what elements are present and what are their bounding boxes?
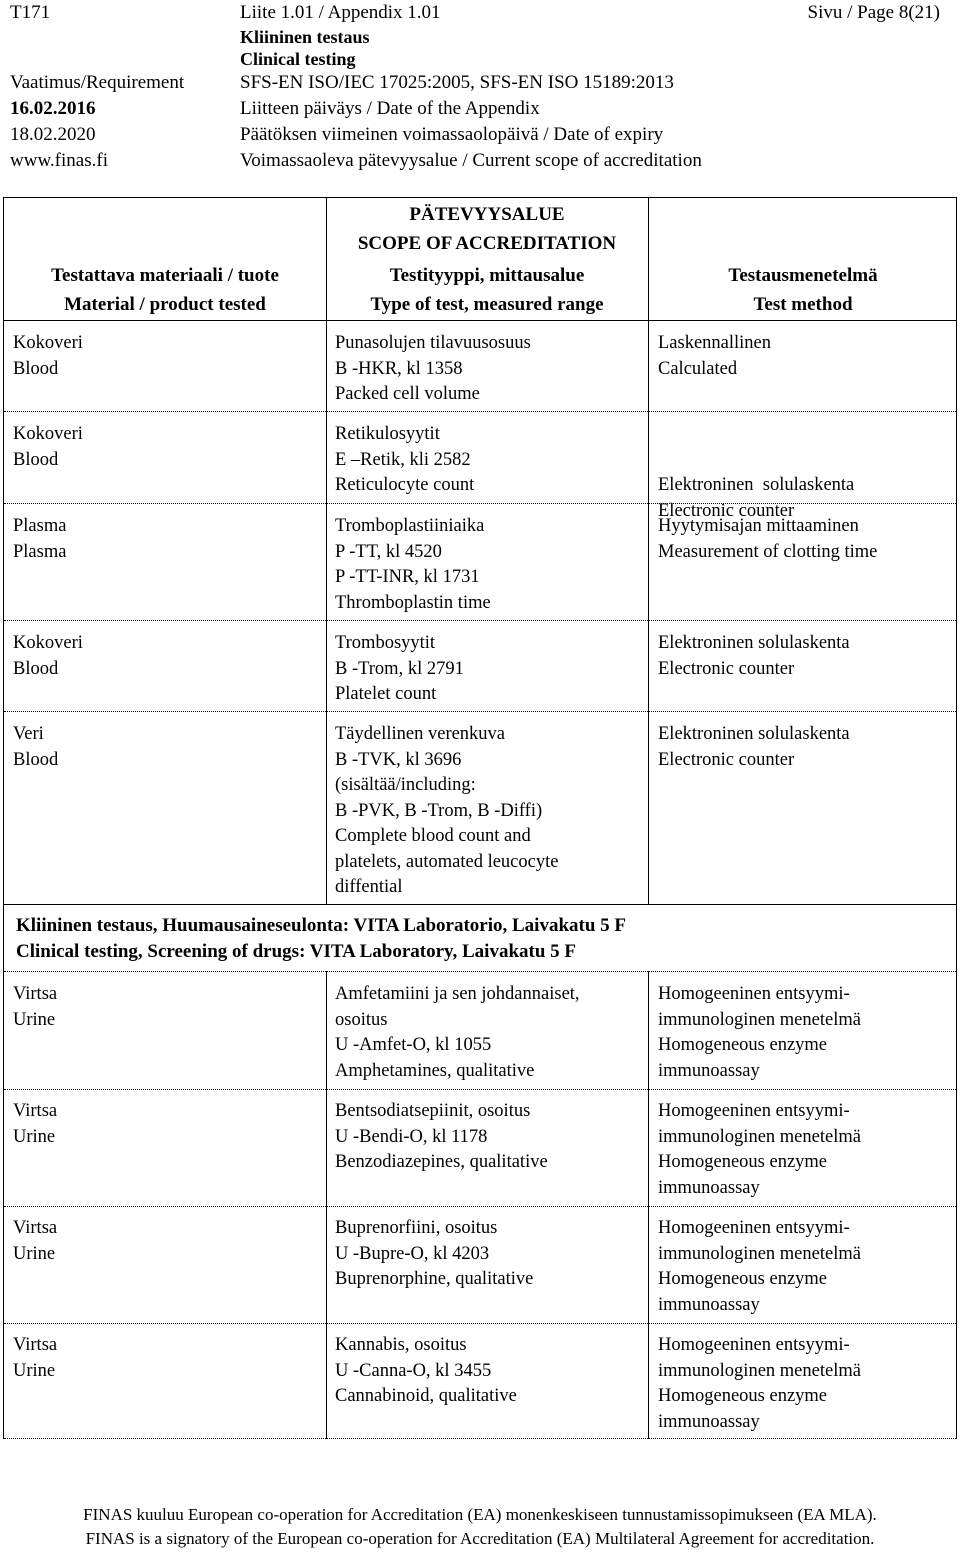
table-row-test: Retikulosyytit E –Retik, kli 2582 Reticulocyte count: [335, 424, 475, 495]
row-divider: [4, 503, 956, 504]
table-row-method: Homogeeninen entsyymi- immunologinen menetelmä Homogeneous enzyme immunoassay: [658, 1101, 861, 1198]
document-code: T171: [10, 2, 51, 23]
table-row-material: Virtsa Urine: [13, 1335, 58, 1381]
table-row-method: Elektroninen solulaskenta Electronic counter: [658, 633, 850, 679]
row-divider: [4, 971, 956, 972]
row-divider: [4, 1206, 956, 1207]
table-row-method: Elektroninen solulaskenta Electronic counter: [658, 724, 850, 770]
table-row-method: Laskennallinen Calculated: [658, 333, 772, 379]
table-row-material: Plasma Plasma: [13, 516, 67, 562]
table-row-test: Täydellinen verenkuva B -TVK, kl 3696 (sisältää/including: B -PVK, B -Trom, B -Diffi) Complete blood count and platelets, automated leucocyte diffential: [335, 724, 559, 897]
appendix-label: Liite 1.01 / Appendix 1.01: [240, 2, 441, 23]
scope-title-fi: PÄTEVYYSALUE: [409, 204, 565, 225]
row-divider: [4, 1323, 956, 1324]
footer-line-fi: FINAS kuuluu European co-operation for Accreditation (EA) monenkeskiseen tunnustamissopimukseen (EA MLA).: [83, 1505, 877, 1524]
header-divider: [4, 320, 956, 321]
title-fi: Kliininen testaus: [240, 27, 370, 47]
col-method-en: Test method: [753, 294, 853, 315]
page-header: [0, 0, 960, 180]
table-row-material: Kokoveri Blood: [13, 633, 83, 679]
expiry-label: Päätöksen viimeinen voimassaolopäivä / Date of expiry: [240, 124, 664, 145]
title-en: Clinical testing: [240, 49, 356, 69]
col-material-fi: Testattava materiaali / tuote: [51, 265, 279, 286]
table-row-test: Amfetamiini ja sen johdannaiset, osoitus U -Amfet-O, kl 1055 Amphetamines, qualitative: [335, 984, 580, 1081]
table-row-test: Punasolujen tilavuusosuus B -HKR, kl 1358 Packed cell volume: [335, 333, 531, 404]
table-row-method: Homogeeninen entsyymi- immunologinen menetelmä Homogeneous enzyme immunoassay: [658, 984, 861, 1081]
table-row-test: Buprenorfiini, osoitus U -Bupre-O, kl 4203 Buprenorphine, qualitative: [335, 1218, 534, 1289]
table-row-method: Homogeeninen entsyymi- immunologinen menetelmä Homogeneous enzyme immunoassay: [658, 1335, 861, 1432]
requirement-value: SFS-EN ISO/IEC 17025:2005, SFS-EN ISO 15189:2013: [240, 72, 674, 93]
scope-table: [3, 197, 957, 1439]
expiry-date: 18.02.2020: [10, 124, 96, 145]
col-method-fi: Testausmenetelmä: [728, 265, 878, 286]
table-row-test: Kannabis, osoitus U -Canna-O, kl 3455 Cannabinoid, qualitative: [335, 1335, 517, 1406]
col-material-en: Material / product tested: [64, 294, 266, 315]
table-row-test: Tromboplastiiniaika P -TT, kl 4520 P -TT-INR, kl 1731 Thromboplastin time: [335, 516, 491, 613]
row-divider: [4, 711, 956, 712]
table-row-material: Virtsa Urine: [13, 984, 58, 1030]
row-divider: [4, 411, 956, 412]
section-header: [4, 905, 956, 971]
column-divider-2: [648, 198, 649, 1439]
table-row-test: Bentsodiatsepiinit, osoitus U -Bendi-O, kl 1178 Benzodiazepines, qualitative: [335, 1101, 548, 1172]
appendix-date-label: Liitteen päiväys / Date of the Appendix: [240, 98, 540, 119]
requirement-label: Vaatimus/Requirement: [10, 72, 185, 93]
table-row-method: Homogeeninen entsyymi- immunologinen menetelmä Homogeneous enzyme immunoassay: [658, 1218, 861, 1315]
table-row-method: Hyytymisajan mittaaminen Measurement of clotting time: [658, 516, 878, 562]
table-bottom-rule: [4, 1438, 956, 1439]
table-row-material: Virtsa Urine: [13, 1101, 58, 1147]
row-divider: [4, 620, 956, 621]
table-row-material: Virtsa Urine: [13, 1218, 58, 1264]
page-number: Sivu / Page 8(21): [807, 2, 940, 23]
scope-title-en: SCOPE OF ACCREDITATION: [357, 233, 617, 254]
scope-label: Voimassaoleva pätevyysalue / Current scope of accreditation: [240, 150, 702, 171]
section-title-fi: Kliininen testaus, Huumausaineseulonta: VITA Laboratorio, Laivakatu 5 F: [16, 915, 627, 936]
col-test-en: Type of test, measured range: [370, 294, 604, 315]
row-divider: [4, 1089, 956, 1090]
table-row-material: Kokoveri Blood: [13, 333, 83, 379]
table-row-test: Trombosyytit B -Trom, kl 2791 Platelet count: [335, 633, 464, 704]
col-test-fi: Testityyppi, mittausalue: [389, 265, 585, 286]
appendix-date: 16.02.2016: [10, 98, 96, 119]
column-divider-1: [326, 198, 327, 1439]
website: www.finas.fi: [10, 150, 108, 171]
footer-line-en: FINAS is a signatory of the European co-operation for Accreditation (EA) Multilateral Agreement for accreditation.: [85, 1529, 875, 1548]
table-row-material: Veri Blood: [13, 724, 59, 770]
section-title-en: Clinical testing, Screening of drugs: VITA Laboratory, Laivakatu 5 F: [16, 941, 577, 962]
table-row-material: Kokoveri Blood: [13, 424, 83, 470]
table-row-method: Elektroninen solulaskenta Electronic counter: [658, 475, 855, 521]
